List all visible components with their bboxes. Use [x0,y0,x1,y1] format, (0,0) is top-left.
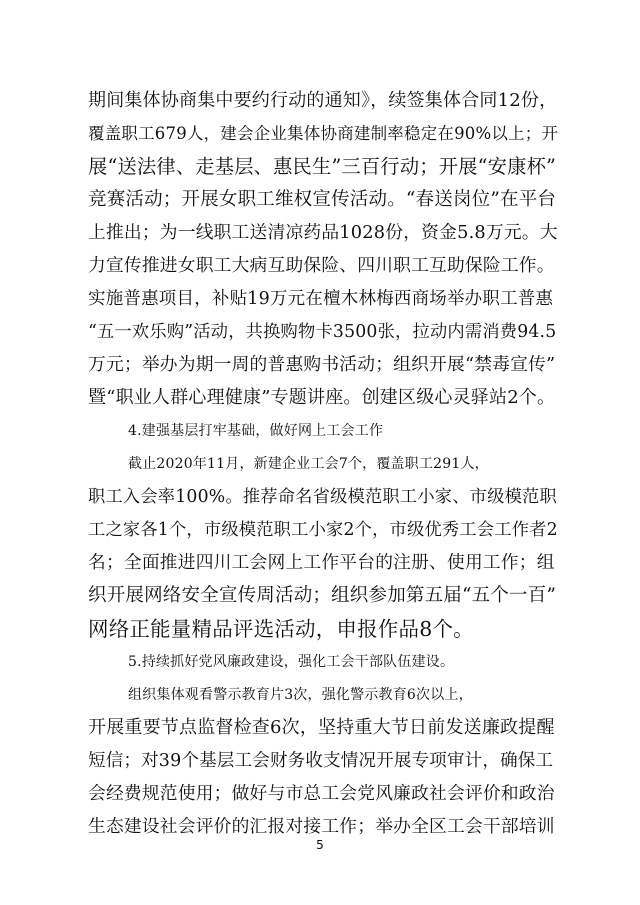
text-line: 生态建设社会评价的汇报对接工作；举办全区工会干部培训 [88,817,555,837]
text-line: 暨“职业人群心理健康”专题讲座。创建区级心灵驿站2个。 [88,387,556,408]
text-line: “五一欢乐购”活动，共换购物卡3500张，拉动内需消费94.5 [88,322,557,342]
page-number: 5 [316,838,324,852]
text-line: 会经费规范使用；做好与市总工会党风廉政社会评价和政治 [88,784,555,804]
text-line: 上推出；为一线职工送清凉药品1028份，资金5.8万元。大 [88,223,558,243]
text-line: 万元；举办为期一周的普惠购书活动；组织开展“禁毒宣传” [88,355,556,375]
text-line: 开展重要节点监督检查6次，坚持重大节日前发送廉政提醒 [88,717,555,738]
text-line: 竞赛活动；开展女职工维权宣传活动。“春送岗位”在平台 [88,189,557,210]
section-heading: 4.建强基层打牢基础，做好网上工会工作 [128,423,384,439]
text-line: 名；全面推进四川工会网上工作平台的注册、使用工作；组 [88,553,555,573]
text-line: 展“送法律、走基层、惠民生”三百行动；开展“安康杯” [88,155,557,178]
text-line: 工之家各1个，市级模范职工小家2个，市级优秀工会工作者2 [88,520,558,540]
text-line: 网络正能量精品评选活动，申报作品8个。 [88,617,474,641]
text-line: 短信；对39个基层工会财务收支情况开展专项审计，确保工 [88,751,554,771]
text-line: 职工入会率100%。推荐命名省级模范职工小家、市级模范职 [88,487,557,507]
text-line: 覆盖职工679人，建会企业集体协商建制率稳定在90%以上；开 [88,124,559,143]
text-line: 截止2020年11月，新建企业工会7个，覆盖职工291人， [128,456,489,472]
text-line: 实施普惠项目，补贴19万元在檀木林梅西商场举办职工普惠 [88,289,554,309]
text-line: 组织集体观看警示教育片3次，强化警示教育6次以上， [128,687,473,703]
text-line: 期间集体协商集中要约行动的通知》，续签集体合同12份， [88,90,558,111]
text-line: 织开展网络安全宣传周活动；组织参加第五届“五个一百” [88,585,557,606]
text-line: 力宣传推进女职工大病互助保险、四川职工互助保险工作。 [88,256,555,276]
section-heading: 5.持续抓好党风廉政建设，强化工会干部队伍建设。 [128,654,455,670]
